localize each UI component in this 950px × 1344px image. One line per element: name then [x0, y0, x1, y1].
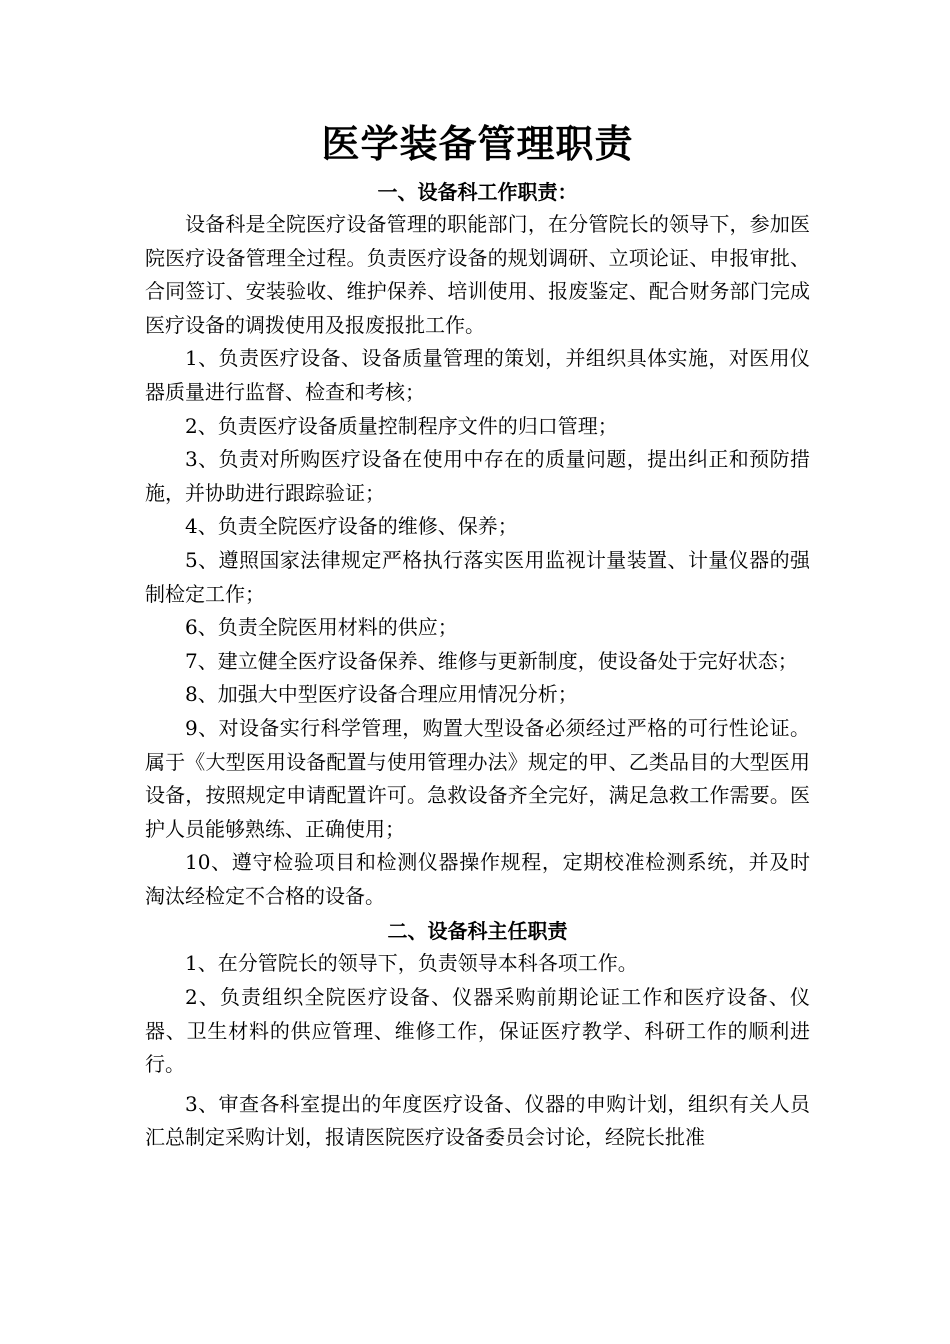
paragraph: 4、负责全院医疗设备的维修、保养； — [185, 514, 518, 539]
section-heading: 二、设备科主任职责 — [387, 919, 568, 944]
paragraph: 8、加强大中型医疗设备合理应用情况分析； — [185, 682, 578, 707]
paragraph: 1、在分管院长的领导下，负责领导本科各项工作。 — [185, 951, 638, 976]
paragraph: 1、负责医疗设备、设备质量管理的策划，并组织具体实施，对医用仪器质量进行监督、检查和考核； — [145, 346, 810, 404]
paragraph: 2、负责组织全院医疗设备、仪器采购前期论证工作和医疗设备、仪器、卫生材料的供应管理、维修工作，保证医疗教学、科研工作的顺利进行。 — [145, 985, 810, 1077]
paragraph: 10、遵守检验项目和检测仪器操作规程，定期校准检测系统，并及时淘汰经检定不合格的设备。 — [145, 850, 810, 908]
paragraph: 3、审查各科室提出的年度医疗设备、仪器的申购计划，组织有关人员汇总制定采购计划，报请医院医疗设备委员会讨论，经院长批准 — [145, 1091, 810, 1150]
paragraph: 设备科是全院医疗设备管理的职能部门，在分管院长的领导下，参加医院医疗设备管理全过程。负责医疗设备的规划调研、立项论证、申报审批、合同签订、安装验收、维护保养、培训使用、报废鉴定、配合财务部门完成医疗设备的调拨使用及报废报批工作。 — [145, 212, 810, 337]
section-heading: 一、设备科工作职责： — [377, 180, 578, 204]
paragraph: 9、对设备实行科学管理，购置大型设备必须经过严格的可行性论证。属于《大型医用设备配置与使用管理办法》规定的甲、乙类品目的大型医用设备，按照规定申请配置许可。急救设备齐全完好，满足急救工作需要。医护人员能够熟练、正确使用； — [145, 715, 810, 841]
paragraph: 7、建立健全医疗设备保养、维修与更新制度，使设备处于完好状态； — [185, 648, 798, 673]
document-title: 医学装备管理职责 — [321, 121, 634, 166]
paragraph: 6、负责全院医用材料的供应； — [185, 615, 458, 640]
paragraph: 5、遵照国家法律规定严格执行落实医用监视计量装置、计量仪器的强制检定工作； — [145, 547, 810, 606]
section-equipment-dept-duties — [145, 176, 810, 913]
section-director-duties — [145, 915, 810, 1155]
document-page — [145, 118, 810, 1155]
paragraph: 3、负责对所购医疗设备在使用中存在的质量问题，提出纠正和预防措施，并协助进行跟踪验证； — [145, 447, 810, 505]
paragraph: 2、负责医疗设备质量控制程序文件的归口管理； — [185, 413, 618, 438]
